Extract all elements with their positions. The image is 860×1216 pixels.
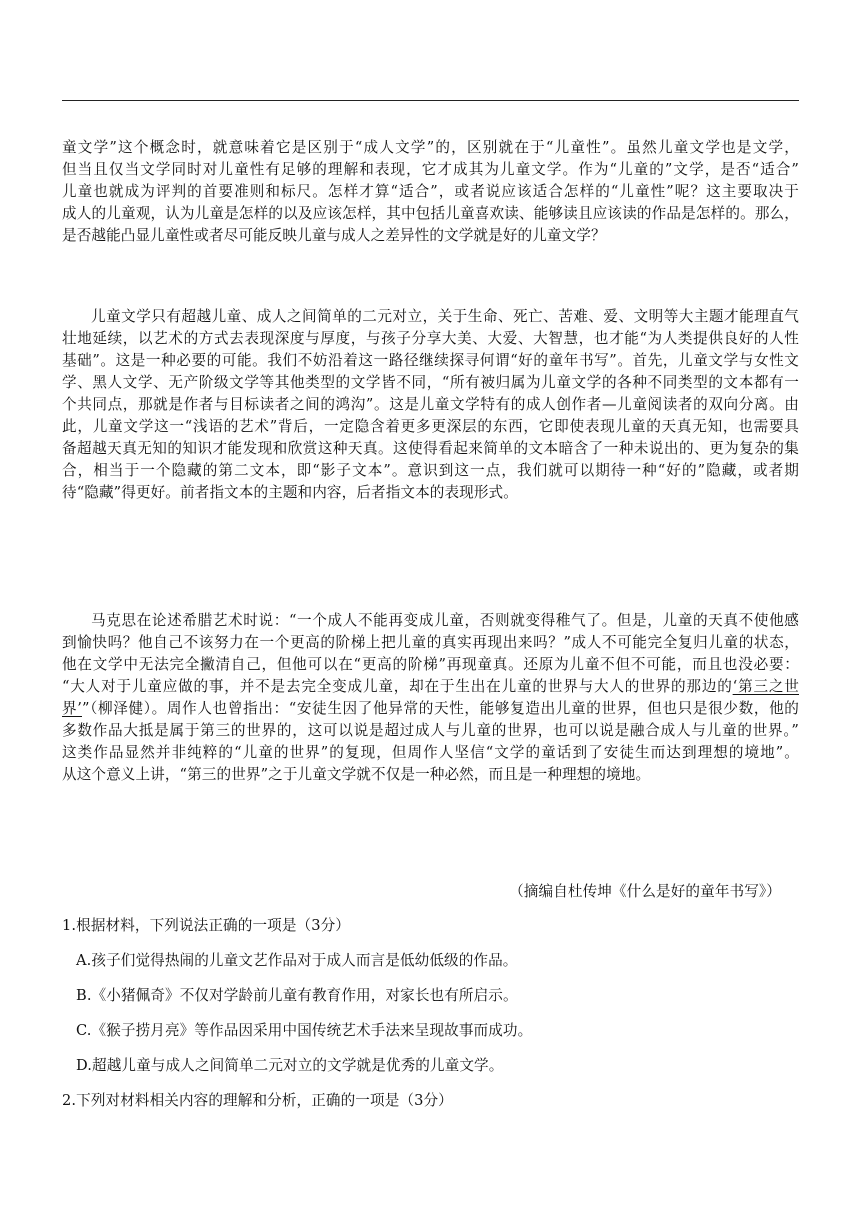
question-1: [62, 915, 799, 937]
text-line: 基础”。这是一种必要的可能。我们不妨沿着这一路径继续探寻何谓“好的童年书写”。首先，儿童文学与女性文: [62, 352, 799, 369]
paragraph-3: [62, 610, 799, 786]
question-stem: 1.根据材料，下列说法正确的一项是（3分）: [62, 917, 350, 934]
text-line: 是否越能凸显儿童性或者尽可能反映儿童与成人之差异性的文学就是好的儿童文学？: [62, 227, 606, 244]
text-segment: ”（柳泽健）。周作人也曾指出：“安徒生因了他异常的天性，能够复造出儿童的世界，但也只是很少数，他的: [81, 700, 799, 717]
option-text: D.超越儿童与成人之间简单二元对立的文学就是优秀的儿童文学。: [76, 1057, 504, 1074]
text-line: 待“隐藏”得更好。前者指文本的主题和内容，后者指文本的表现形式。: [62, 484, 518, 501]
text-line: 儿童文学只有超越儿童、成人之间简单的二元对立，关于生命、死亡、苦难、爱、文明等大主题才能理直气: [91, 308, 799, 325]
header-rule: [62, 100, 799, 101]
source-line: （摘编自杜传坤《什么是好的童年书写》）: [509, 883, 781, 900]
underlined-term: ‘第三之世: [732, 678, 799, 695]
text-line: 个共同点，那就是作者与目标读者之间的鸿沟”。这是儿童文学特有的成人创作者—儿童阅读者的双向分离。由: [62, 396, 799, 413]
text-line: 从这个意义上讲，“第三的世界”之于儿童文学就不仅是一种必然，而且是一种理想的境地。: [62, 766, 651, 783]
paragraph-1: [62, 137, 799, 247]
question-stem: 2.下列对材料相关内容的理解和分析，正确的一项是（3分）: [62, 1092, 453, 1109]
text-line: 多数作品大抵是属于第三的世界的，这可以说是超过成人与儿童的世界，也可以说是融合成人与儿童的世界。”: [62, 722, 799, 739]
paragraph-2: [62, 306, 799, 504]
text-line: 但当且仅当文学同时对儿童性有足够的理解和表现，它才成其为儿童文学。作为“儿童的”文学，是否“适合”: [62, 161, 799, 178]
underlined-term: 界’: [62, 700, 82, 717]
question-1-option-b: [62, 985, 799, 1007]
question-1-option-d: [62, 1055, 799, 1077]
text-line: 成人的儿童观，认为儿童是怎样的以及应该怎样，其中包括儿童喜欢读、能够读且应该读的作品是怎样的。那么，: [62, 205, 799, 222]
option-text: C.《猴子捞月亮》等作品因采用中国传统艺术手法来呈现故事而成功。: [76, 1022, 533, 1039]
text-line: 壮地延续，以艺术的方式去表现深度与厚度，与孩子分享大美、大爱、大智慧，也才能“为人类提供良好的人性: [62, 330, 799, 347]
text-line: 此，儿童文学这一“浅语的艺术”背后，一定隐含着更多更深层的东西，它即使表现儿童的天真无知，也需要具: [62, 418, 799, 435]
text-line: [62, 698, 799, 720]
text-line: 马克思在论述希腊艺术时说：“一个成人不能再变成儿童，否则就变得稚气了。但是，儿童的天真不使他感: [91, 612, 799, 629]
option-text: B.《小猪佩奇》不仅对学龄前儿童有教育作用，对家长也有所启示。: [76, 987, 518, 1004]
text-line: 备超越天真无知的知识才能发现和欣赏这种天真。这使得看起来简单的文本暗含了一种未说出的、更为复杂的集: [62, 440, 799, 457]
question-1-option-a: [62, 950, 799, 972]
source-attribution: [62, 881, 799, 903]
option-text: A.孩子们觉得热闹的儿童文艺作品对于成人而言是低幼低级的作品。: [76, 952, 518, 969]
text-line: 他在文学中无法完全撇清自己，但他可以在“更高的阶梯”再现童真。还原为儿童不但不可能，而且也没必要：: [62, 656, 799, 673]
question-1-option-c: [62, 1020, 799, 1042]
text-segment: “大人对于儿童应做的事，并不是去完全变成儿童，却在于生出在儿童的世界与大人的世界的那边的: [62, 678, 733, 695]
text-line: 童文学”这个概念时，就意味着它是区别于“成人文学”的，区别就在于“儿童性”。虽然儿童文学也是文学，: [62, 139, 799, 156]
question-2: [62, 1090, 799, 1112]
text-line: 这类作品显然并非纯粹的“儿童的世界”的复现，但周作人坚信“文学的童话到了安徒生而达到理想的境地”。: [62, 744, 799, 761]
text-line: 到愉快吗？他自己不该努力在一个更高的阶梯上把儿童的真实再现出来吗？”成人不可能完全复归儿童的状态，: [62, 634, 799, 651]
text-line: 儿童也就成为评判的首要准则和标尺。怎样才算“适合”，或者说应该适合怎样的“儿童性”呢？这主要取决于: [62, 183, 799, 200]
text-line: [62, 676, 799, 698]
text-line: 合，相当于一个隐藏的第二文本，即“影子文本”。意识到这一点，我们就可以期待一种“好的”隐藏，或者期: [62, 462, 799, 479]
text-line: 学、黑人文学、无产阶级文学等其他类型的文学皆不同，“所有被归属为儿童文学的各种不同类型的文本都有一: [62, 374, 799, 391]
